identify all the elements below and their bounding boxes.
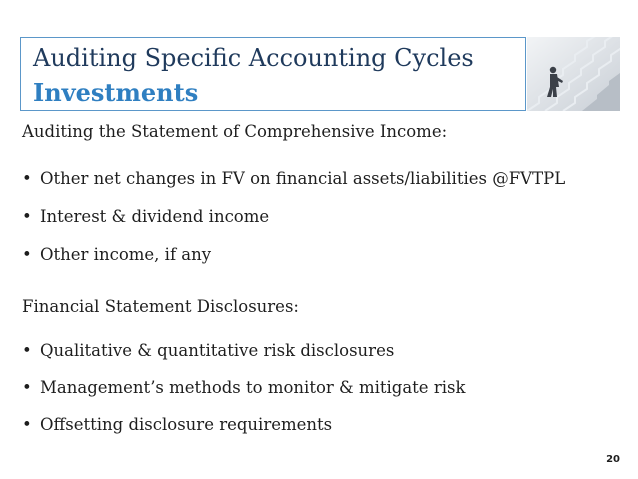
list-item (22, 415, 332, 434)
bullet-icon: • (22, 378, 32, 397)
section-heading-disclosures: Financial Statement Disclosures: (22, 297, 299, 316)
bullet-icon: • (22, 341, 32, 360)
slide-subtitle: Investments (33, 78, 199, 107)
section-heading-income: Auditing the Statement of Comprehensive Income: (22, 122, 448, 141)
list-item-text: Qualitative & quantitative risk disclosures (40, 341, 395, 360)
list-item-text: Management’s methods to monitor & mitigate risk (40, 378, 466, 397)
list-item (22, 378, 465, 397)
bullet-icon: • (22, 169, 32, 188)
list-item (22, 245, 211, 264)
list-item-text: Other net changes in FV on financial assets/liabilities @FVTPL (40, 169, 566, 188)
bullet-icon: • (22, 207, 32, 226)
list-item-text: Other income, if any (40, 245, 212, 264)
list-item-text: Offsetting disclosure requirements (40, 415, 333, 434)
list-item-text: Interest & dividend income (40, 207, 270, 226)
list-item (22, 341, 394, 360)
slide-title: Auditing Specific Accounting Cycles (33, 44, 474, 72)
list-item (22, 169, 565, 188)
page-number: 20 (606, 454, 620, 465)
list-item (22, 207, 269, 226)
bullet-icon: • (22, 245, 32, 264)
bullet-icon: • (22, 415, 32, 434)
stairs-climber-image (527, 37, 620, 111)
